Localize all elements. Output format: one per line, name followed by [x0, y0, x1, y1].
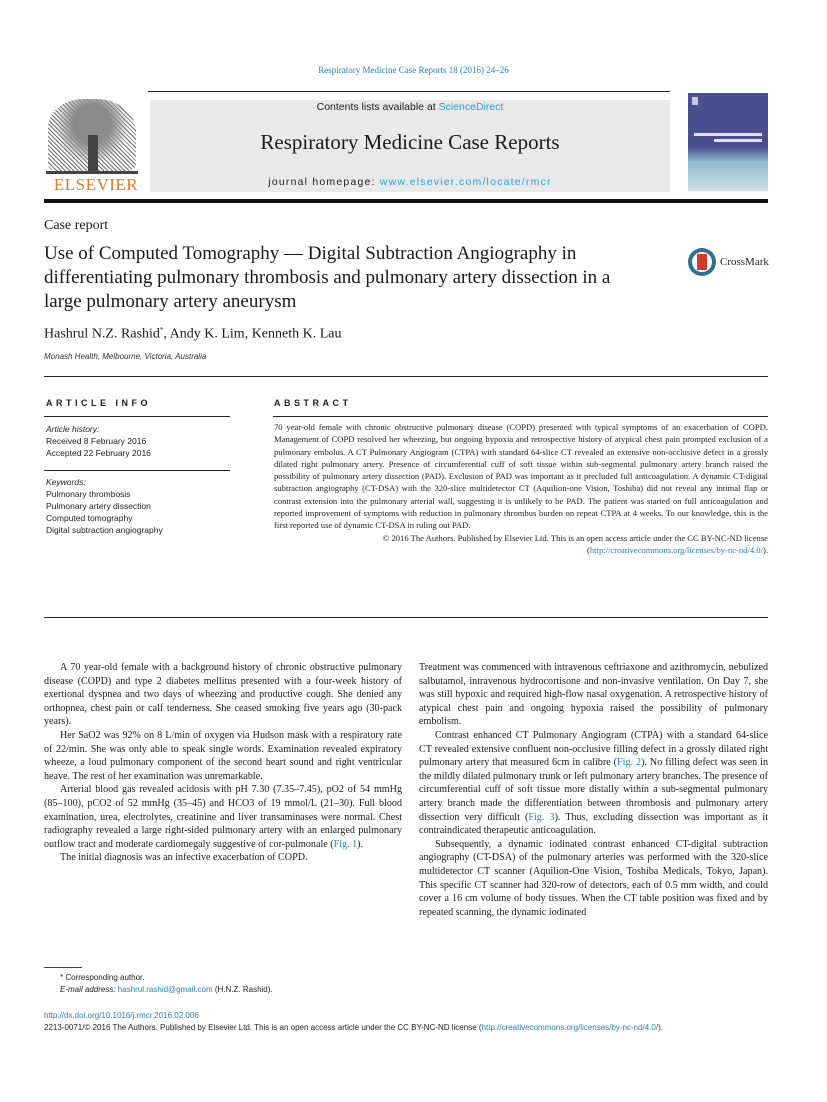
- abstract-copyright: © 2016 The Authors. Published by Elsevier Ltd. This is an open access article under the CC BY-NC-ND license (http://creativecommons.org/licenses/by-nc-nd/4.0/).: [382, 532, 768, 555]
- cover-logo: [692, 97, 698, 105]
- article-info-heading: ARTICLE INFO: [46, 398, 151, 408]
- abstract-body: [274, 421, 768, 556]
- received-date: Received 8 February 2016: [46, 436, 147, 446]
- sciencedirect-link[interactable]: ScienceDirect: [438, 101, 504, 113]
- corresponding-author-note: * Corresponding author.: [60, 973, 145, 982]
- body-column-right: [419, 661, 768, 919]
- homepage-label: journal homepage:: [268, 176, 380, 188]
- journal-masthead: [150, 100, 670, 192]
- abstract-heading: ABSTRACT: [274, 398, 352, 408]
- author-list: Hashrul N.Z. Rashid*, Andy K. Lim, Kenneth K. Lau: [44, 326, 342, 342]
- abstract-rule: [273, 416, 768, 417]
- masthead-rule: [44, 199, 768, 203]
- keyword: Pulmonary thrombosis: [46, 489, 131, 499]
- license-link[interactable]: http://creativecommons.org/licenses/by-nc-nd/4.0/: [589, 544, 763, 555]
- contents-line: [150, 101, 670, 113]
- article-type: Case report: [44, 218, 109, 233]
- keyword: Computed tomography: [46, 513, 133, 523]
- figure-ref-link[interactable]: Fig. 1: [333, 838, 358, 850]
- corresponding-mark[interactable]: *: [159, 326, 164, 334]
- footnote: * Corresponding author. E-mail address: hashrul.rashid@gmail.com (H.N.Z. Rashid).: [60, 973, 273, 994]
- paragraph: Her SaO2 was 92% on 8 L/min of oxygen via Hudson mask with a respiratory rate of 22/min. She was only able to speak single words. Examination revealed expiratory wheeze, a loud pulmonary component of the second heart sound and right ventricular heave. The rest of her examination was unremarkable.: [44, 729, 402, 782]
- keyword: Digital subtraction angiography: [46, 525, 163, 535]
- affiliation: Monash Health, Melbourne, Victoria, Australia: [44, 352, 207, 361]
- article-info-rule: [44, 416, 230, 417]
- article-title: Use of Computed Tomography — Digital Subtraction Angiography in differentiating pulmonary thrombosis and pulmonary artery dissection in a large pulmonary artery aneurysm: [44, 243, 611, 312]
- abstract-end-rule: [44, 617, 768, 618]
- footnote-rule: [44, 967, 82, 968]
- cover-title-band: [694, 133, 762, 136]
- paragraph: Arterial blood gas revealed acidosis with pH 7.30 (7.35–7.45), pO2 of 54 mmHg (85–100), pCO2 of 52 mmHg (35–45) and HCO3 of 19 mmol/L (21–30). Full blood examination, urea, electrolytes, creatinine and liver transaminases were normal. Chest radiography revealed a large right-sided pulmonary artery with an enlarged pulmonary outflow tract and moderate cardiomegaly suggestive of cor-pulmonale (Fig. 1).: [44, 784, 402, 850]
- keywords-rule: [44, 470, 230, 471]
- section-rule: [44, 376, 768, 377]
- tree-trunk: [88, 135, 98, 173]
- email-link[interactable]: hashrul.rashid@gmail.com: [117, 985, 213, 994]
- keyword: Pulmonary artery dissection: [46, 501, 151, 511]
- figure-ref-link[interactable]: Fig. 2: [617, 757, 642, 769]
- figure-ref-link[interactable]: Fig. 3: [528, 811, 555, 823]
- journal-citation[interactable]: Respiratory Medicine Case Reports 18 (2016) 24–26: [318, 65, 509, 75]
- elsevier-logo[interactable]: [44, 95, 148, 193]
- author-name[interactable]: Andy K. Lim: [169, 326, 245, 342]
- paragraph: The initial diagnosis was an infective exacerbation of COPD.: [60, 852, 308, 864]
- history-label: Article history:: [46, 424, 100, 434]
- author-name[interactable]: Hashrul N.Z. Rashid: [44, 326, 160, 342]
- abstract-text: 70 year-old female with chronic obstructive pulmonary disease (COPD) presented with typical symptoms of an exacerbation of COPD. Management of COPD resolved her wheezing, but ongoing hypoxia and retrospective history of atypical chest pain prompted exclusion of a pulmonary embolus. A CT Pulmonary Angiogram (CTPA) with standard 64-slice CT revealed an extensive non-occlusive defect in a grossly dilated right pulmonary artery. Presence of circumferential cuff of soft tissue within sub-segmental pulmonary artery branch raised the possibility of pulmonary artery dissection (PAD). Exclusion of PAD was important as it precluded full anticoagulation. A dynamic CT-digital subtraction angiography (CT-DSA) with the 320-slice multidetector CT (Aquilion-one Vision, Toshiba) did not reveal any intimal flap or contrast extension into the pulmonary arterial wall, suggesting it is unlikely to be PAD. The patient was started on full anticoagulation and reported improvement of symptoms with reduction in pulmonary thrombus burden on repeat CTPA at 4 weeks. To our knowledge, this is the first reported use of dynamic CT-DSA in ruling out PAD.: [274, 422, 768, 531]
- paragraph: A 70 year-old female with a background history of chronic obstructive pulmonary disease (COPD) and type 2 diabetes mellitus presented with a four-week history of exertional dyspnea and two days of wheezing and productive cough. She denied any orthopnea, chest pain or calf tenderness. She ceased smoking five years ago (30-pack years).: [44, 662, 402, 728]
- paragraph: Contrast enhanced CT Pulmonary Angiogram (CTPA) with a standard 64-slice CT revealed extensive confluent non-occlusive filling defect in a grossly dilated right pulmonary artery that measured 6cm in calibre (Fig. 2). No filling defect was seen in the mildly dilated pulmonary trunk or left pulmonary artery branches. The presence of circumferential cuff of soft tissue more distally within a sub-segmental pulmonary artery branch made the differentiation between thrombosis and pulmonary artery dissection very difficult (Fig. 3). Thus, excluding dissection was important as it contraindicated therapeutic anticoagulation.: [419, 729, 769, 837]
- cover-title-band: [714, 139, 762, 142]
- crossmark-icon: [688, 248, 716, 276]
- journal-homepage: [150, 176, 670, 188]
- page-footer: http://dx.doi.org/10.1016/j.rmcr.2016.02.006 2213-0071/© 2016 The Authors. Published by Elsevier Ltd. This is an open access article under the CC BY-NC-ND license (http://creativecommons.org/licenses/by-nc-nd/4.0/).: [44, 1010, 784, 1034]
- accepted-date: Accepted 22 February 2016: [46, 448, 151, 458]
- elsevier-wordmark: ELSEVIER: [53, 175, 139, 194]
- tree-ground: [46, 171, 138, 174]
- body-column-left: [44, 661, 402, 865]
- crossmark-button[interactable]: [688, 248, 778, 278]
- keywords-label: Keywords:: [46, 477, 86, 487]
- header-rule: [148, 91, 670, 92]
- crossmark-label: CrossMark: [720, 256, 769, 268]
- footer-license-link[interactable]: http://creativecommons.org/licenses/by-nc-nd/4.0/: [481, 1023, 659, 1032]
- email-label: E-mail address:: [60, 985, 118, 994]
- doi-link[interactable]: http://dx.doi.org/10.1016/j.rmcr.2016.02.006: [44, 1011, 199, 1020]
- keywords: [46, 476, 163, 536]
- paragraph: Treatment was commenced with intravenous ceftriaxone and azithromycin, nebulized salbutamol, intravenous hydrocortisone and non-invasive ventilation. On Day 7, she was still hypoxic and required high-flow nasal oxygenation. A retrospective history of atypical chest pain and ongoing hypoxia raised the possibility of pulmonary embolism.: [419, 662, 768, 728]
- homepage-link[interactable]: www.elsevier.com/locate/rmcr: [379, 176, 552, 188]
- author-name[interactable]: Kenneth K. Lau: [251, 326, 342, 342]
- article-history: [46, 423, 151, 459]
- journal-cover-thumbnail[interactable]: [688, 93, 768, 191]
- journal-title: Respiratory Medicine Case Reports: [260, 130, 560, 154]
- contents-prefix: Contents lists available at: [316, 101, 439, 113]
- paragraph: Subsequently, a dynamic iodinated contrast enhanced CT-digital subtraction angiography (CT-DSA) of the pulmonary arteries was performed with the 320-slice multidetector CT scanner (Aquilion-One Vision, Toshiba Medicals, Tokyo, Japan). This specific CT scanner had 320-row of detectors, each of 0.5 mm width, and could cover a 16 cm volume of body tissues. When the CT table position was fixed and by repeated scanning, the dynamic iodinated: [419, 838, 768, 918]
